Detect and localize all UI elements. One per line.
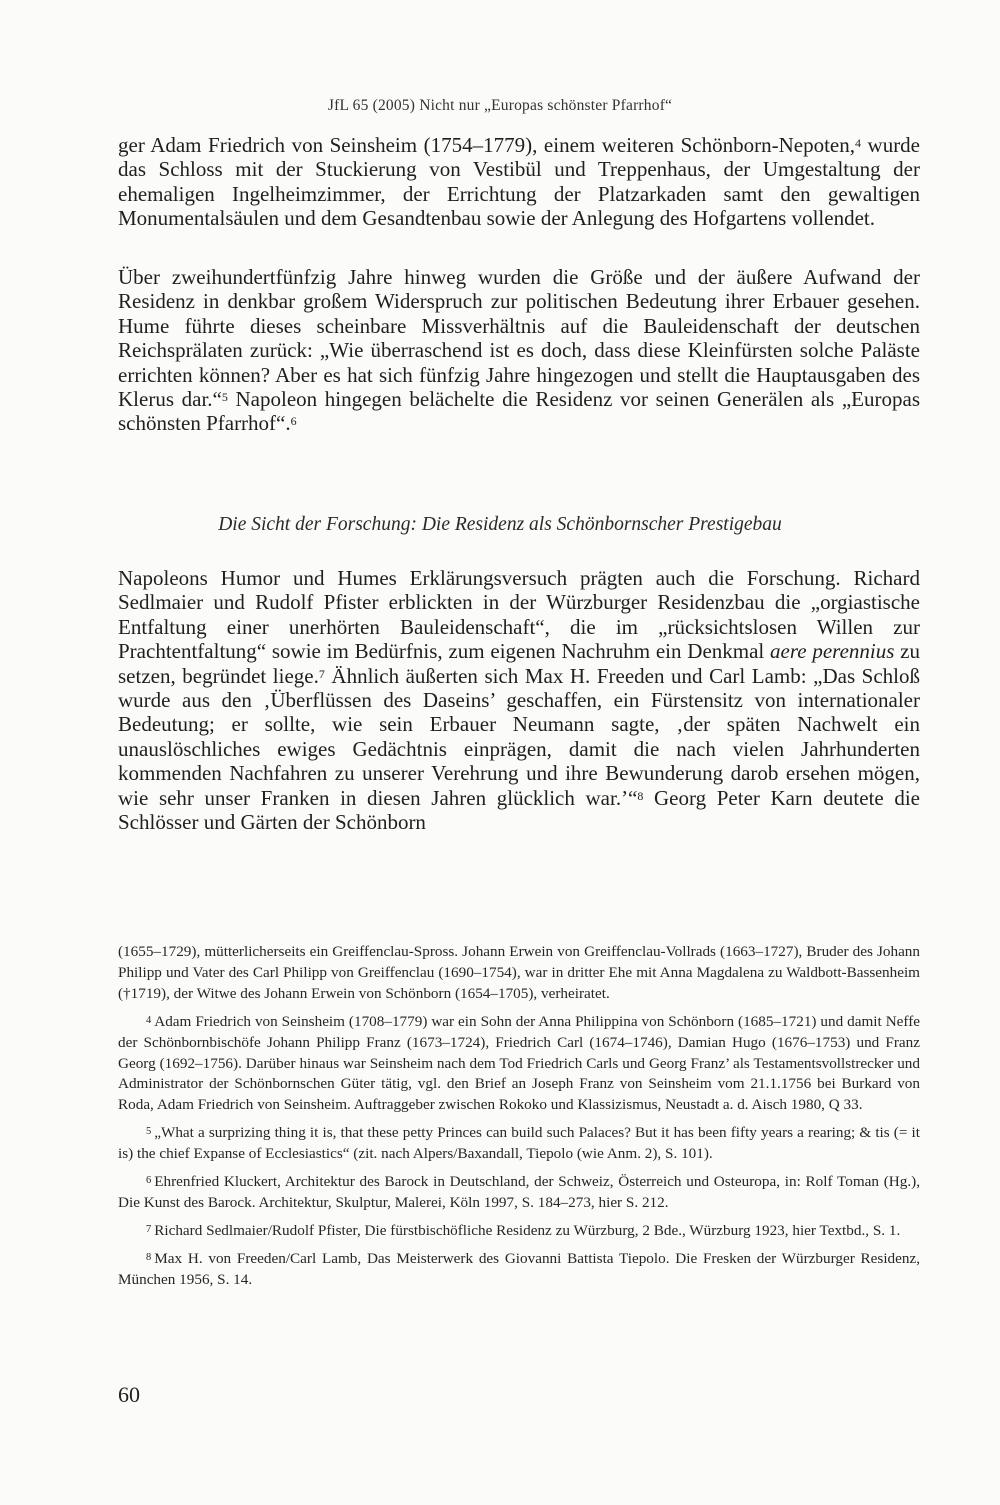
- footnote-text: Max H. von Freeden/Carl Lamb, Das Meisterwerk des Giovanni Battista Tiepolo. Die Fresken der Würzburger Residenz, München 1956, S. 14.: [118, 1249, 920, 1288]
- footnote-ref: 8: [637, 788, 644, 803]
- paragraph-text: Georg Peter Karn deutete die Schlösser und Gärten der Schönborn: [118, 785, 921, 835]
- paragraph-text: ger Adam Friedrich von Seinsheim (1754–1779), einem weiteren Schönborn-Nepoten,: [118, 133, 855, 157]
- footnote-text: Ehrenfried Kluckert, Architektur des Barock in Deutschland, der Schweiz, Österreich und Osteuropa, in: Rolf Toman (Hg.), Die Kunst des Barock. Architektur, Skulptur, Malerei, Köln 1997, S. 184–273, hier S. 212.: [118, 1173, 920, 1211]
- paragraph-text: Napoleon hingegen belächelte die Residenz vor seinen Generälen als „Europas schönsten Pfarrhof“.: [118, 387, 920, 436]
- footnote-number: 5: [146, 1126, 152, 1138]
- footnote-ref: 7: [318, 666, 325, 681]
- footnote-text: Richard Sedlmaier/Rudolf Pfister, Die fürstbischöfliche Residenz zu Würzburg, 2 Bde., Würzburg 1923, hier Textbd., S. 1.: [154, 1221, 901, 1239]
- footnote-6: [118, 1172, 920, 1214]
- page-number: 60: [118, 1382, 140, 1407]
- footnote-8: [118, 1249, 920, 1291]
- paragraph-text: zu setzen, begründet liege.: [118, 639, 921, 688]
- body-paragraph-2: [118, 265, 920, 436]
- body-paragraph-3: [118, 566, 920, 834]
- body-paragraph-1: [118, 133, 920, 231]
- footnote-number: 6: [146, 1175, 152, 1187]
- paragraph-text: wurde das Schloss mit der Stuckierung von Vestibül und Treppenhaus, der Umgestaltung der ehemaligen Ingelheimzimmer, der Errichtung der Platzarkaden samt den gewaltigen Monumentalsäulen und dem Gesandtenbau sowie der Anlegung des Hofgartens vollendet.: [118, 133, 921, 231]
- latin-phrase: aere perennius: [770, 639, 895, 664]
- footnote-ref: 4: [854, 136, 861, 150]
- footnote-continuation: (1655–1729), mütterlicherseits ein Greiffenclau-Spross. Johann Erwein von Greiffenclau-Vollrads (1663–1727), Bruder des Johann Philipp und Vater des Carl Philipp von Greiffenclau (1690–1754), war in dritter Ehe mit Anna Magdalena zu Waldbott-Bassenheim (†1719), der Witwe des Johann Erwein von Schönborn (1654–1705), verheiratet.: [118, 943, 920, 1002]
- footnote-ref: 5: [221, 390, 228, 405]
- section-heading: Die Sicht der Forschung: Die Residenz als Schönbornscher Prestigebau: [218, 514, 782, 535]
- footnote-text: Adam Friedrich von Seinsheim (1708–1779) war ein Sohn der Anna Philippina von Schönborn (1685–1721) und damit Neffe der Schönbornbischöfe Johann Philipp Franz (1673–1724), Friedrich Carl (1674–1746), Damian Hugo (1676–1753) und Franz Georg (1692–1756). Darüber hinaus war Seinsheim nach dem Tod Friedrich Carls und Georg Franz’ als Testamentsvollstrecker und Administrator der Schönbornschen Güter tätig, vgl. den Brief an Joseph Franz von Seinsheim vom 21.1.1756 bei Burkard von Roda, Adam Friedrich von Seinsheim. Auftraggeber zwischen Rokoko und Klassizismus, Neustadt a. d. Aisch 1980, Q 33.: [118, 1012, 920, 1114]
- footnote-ref: 6: [290, 414, 297, 429]
- footnote-number: 8: [146, 1251, 152, 1263]
- footnote-text: „What a surprizing thing it is, that these petty Princes can build such Palaces? But it has been fifty years a rearing; & tis (= it is) the chief Expanse of Ecclesiastics“ (zit. nach Alpers/Baxandall, Tiepolo (wie Anm. 2), S. 101).: [118, 1124, 920, 1163]
- paragraph-text: Napoleons Humor und Humes Erklärungsversuch prägten auch die Forschung. Richard Sedlmaier und Rudolf Pfister erblickten in der Würzburger Residenzbau die „orgiastische Entfaltung einer unerhörten Bauleidenschaft“, die im „rücksichtslosen Willen zur Prachtentfaltung“ sowie im Bedürfnis, zum eigenen Nachruhm ein Denkmal: [118, 566, 920, 664]
- footnote-7: [118, 1221, 920, 1242]
- footnotes: [118, 942, 920, 1298]
- paragraph-text: Über zweihundertfünfzig Jahre hinweg wurden die Größe und der äußere Aufwand der Residenz in denkbar großem Widerspruch zur politischen Bedeutung ihrer Erbauer gesehen. Hume führte dieses scheinbare Missverhältnis auf die Bauleidenschaft der deutschen Reichsprälaten zurück: „Wie überraschend ist es doch, dass diese Kleinfürsten solche Paläste errichten können? Aber es hat sich fünfzig Jahre hingezogen und stellt die Hauptausgaben des Klerus dar.“: [118, 265, 920, 412]
- footnote-4: [118, 1012, 920, 1117]
- footnote-number: 7: [146, 1223, 152, 1235]
- running-header: JfL 65 (2005) Nicht nur „Europas schönster Pfarrhof“: [327, 97, 673, 114]
- footnote-number: 4: [146, 1014, 152, 1026]
- paragraph-text: Ähnlich äußerten sich Max H. Freeden und Carl Lamb: „Das Schloß wurde aus den ‚Überflüssen des Daseins’ geschaffen, ein Fürstensitz von internationaler Bedeutung; er sollte, wie sein Erbauer Neumann sagte, ‚der späten Nachwelt ein unauslöschliches ewiges Gedächtnis einprägen, damit die nach vielen Jahrhunderten kommenden Nachfahren zu unserer Verehrung und ihre Bewunderung darob ersehen mögen, wie sehr unser Franken in diesen Jahren glücklich war.’“: [118, 663, 921, 810]
- footnote-5: [118, 1123, 920, 1165]
